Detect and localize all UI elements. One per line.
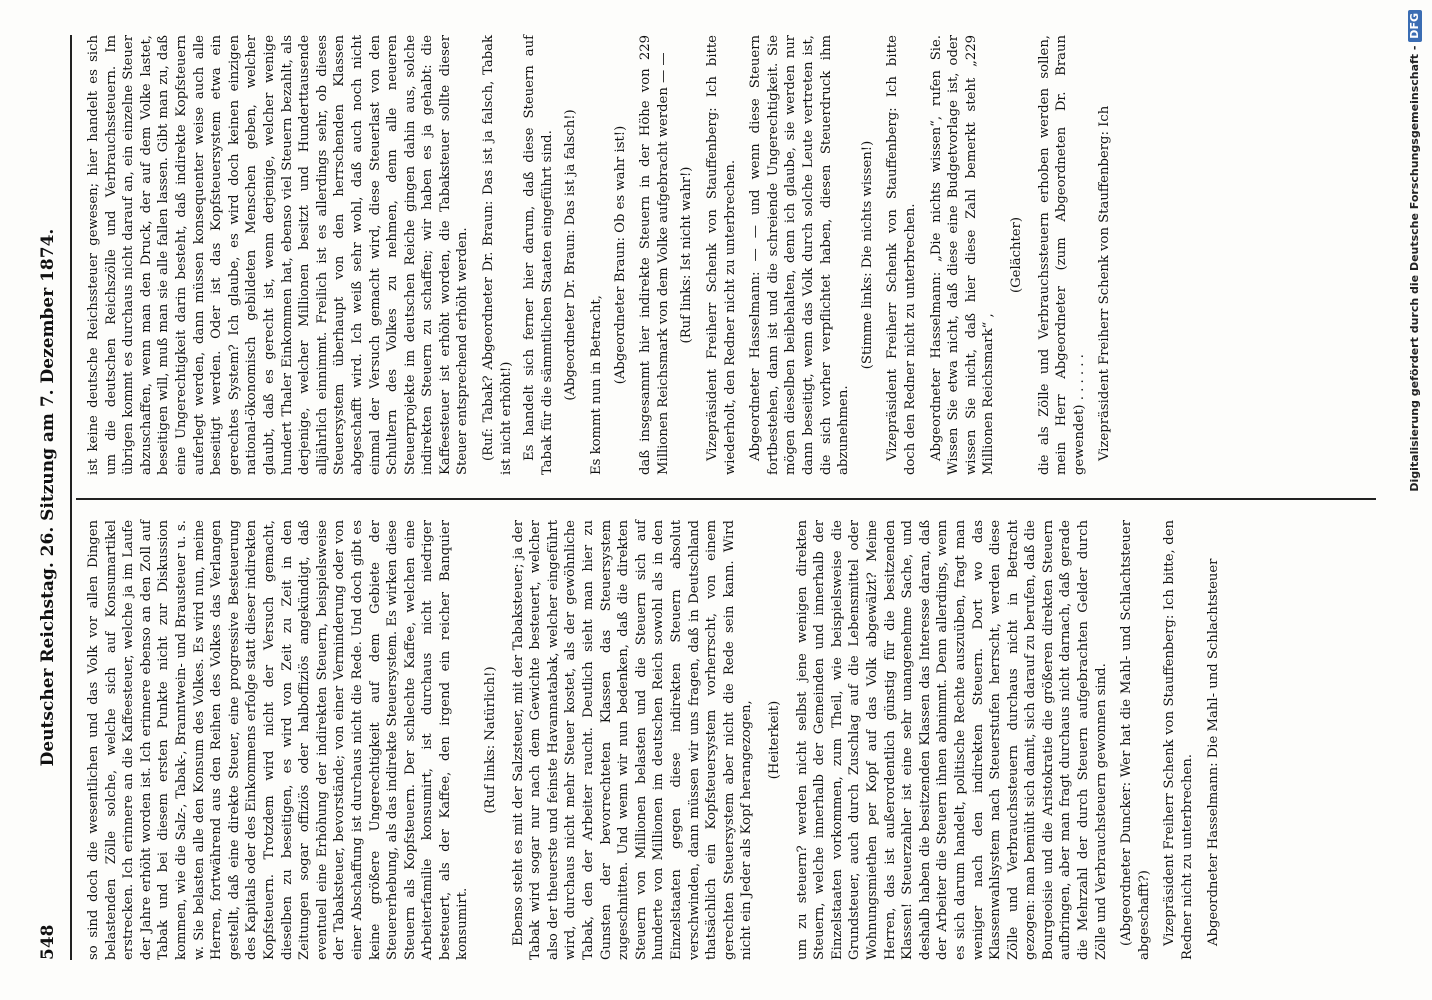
right-column-paragraph: die als Zölle und Verbrauchssteuern erhoben werden sollen, mein Herr Abgeordneter (zum Abgeordneten Dr. Braun gewendet) . . . . . . (1036, 35, 1087, 475)
footer-strip (1405, 0, 1425, 1000)
left-column-paragraph: Abgeordneter Hasselmann: Die Mahl- und Schlachtsteuer (1205, 558, 1221, 946)
left-column (85, 520, 1228, 960)
right-column-paragraph: (Ruf: Tabak? Abgeordneter Dr. Braun: Das ist ja falsch, Tabak ist nicht erhöht!) (481, 35, 514, 475)
right-column-paragraph: Vizepräsident Freiherr Schenk von Stauffenberg: Ich bitte doch den Redner nicht zu unterbrechen. (885, 35, 918, 475)
right-column-paragraph: daß insgesammt hier indirekte Steuern in der Höhe von 229 Millionen Reichsmark von dem Volke aufgebracht werden — — (638, 35, 671, 475)
left-column-paragraph: Ebenso steht es mit der Salzsteuer, mit der Tabaksteuer; ja der Tabak wird sogar nur nach dem Gewichte besteuert, welcher also der theuerste und feinste Havannatabak, welcher eingeführt wird, durchaus nicht mehr Steuer kostet, als der gewöhnliche Tabak, den der Arbeiter raucht. Deutlich sieht man hier zu Gunsten der bevorrechteten Klassen das Steuersystem zugeschnitten. Und wenn wir nun bedenken, daß die direkten Steuern von Millionen belasten und die Steuern sich auf hunderte von Millionen im deutschen Reich sowohl als in den Einzelstaaten gegen diese indirekten Steuern absolut verschwinden, dann müssen wir uns fragen, daß in Deutschland thatsächlich ein Kopfsteuersystem vorherrscht, von einem gerechten Steuersystem aber nicht die Rede sein kann. Wird nicht ein Jeder als Kopf herangezogen, (510, 520, 755, 960)
left-column-paragraph: (Heiterkeit) (766, 700, 782, 780)
right-column-paragraph: (Ruf links: Ist nicht wahr!) (679, 166, 695, 344)
right-column-paragraph: Abgeordneter Hasselmann: „Die nichts wissen“, rufen Sie. Wissen Sie etwa nicht, daß diese eine Budgetvorlage ist, oder wissen Sie nicht, daß hier diese Zahl bemerkt steht „229 Millionen Reichsmark“ , (928, 35, 997, 475)
left-column-paragraph: so sind doch die wesentlichen und das Volk vor allen Dingen belastenden Zölle solche, welche sich auf Konsumartikel erstrecken. Ich erinnere an die Kaffeesteuer, welche ja im Laufe der Jahre erhöht worden ist. Ich erinnere ebenso an den Zoll auf Tabak und bei diesem ersten Punkte nicht zur Diskussion kommen, wie die Salz-, Tabak-, Branntwein- und Brausteuer u. s. w. Sie belasten alle den Konsum des Volkes. Es wird nun, meine Herren, fortwährend aus den Reihen des Volkes das Verlangen gestellt, daß eine direkte Steuer, eine progressive Besteuerung des Kapitals oder des Einkommens erfolge statt dieser indirekten Kopfsteuern. Trotzdem wird nicht der Versuch gemacht, dieselben zu beseitigen, es wird von Zeit zu Zeit in den Zeitungen sogar offiziös oder halboffiziös angekündigt, daß eventuell eine Erhöhung der indirekten Steuern, beispielsweise der Tabaksteuer, bevorstände; von einer Verminderung oder von einer Abschaffung ist durchaus nicht die Rede. Und doch gibt es keine größere Ungerechtigkeit auf dem Gebiete der Steuererhebung, als das indirekte Steuersystem. Es wirken diese Steuern als Kopfsteuern. Der schlechte Kaffee, welchen eine Arbeiterfamilie konsumirt, ist durchaus nicht niedriger besteuert, als der Kaffee, den irgend ein reicher Banquier konsumirt. (86, 520, 471, 960)
right-column-paragraph: Vizepräsident Freiherr Schenk von Stauffenberg: Ich bitte wiederholt, den Redner nicht zu unterbrechen. (705, 35, 738, 475)
footer-text: Digitalisierung gefördert durch die Deutsche Forschungsgemeinschaft - (1408, 45, 1421, 492)
right-column-paragraph: Es handelt sich ferner hier darum, daß diese Steuern auf Tabak für die sämmtlichen Staaten eingeführt sind. (522, 35, 555, 475)
right-column (85, 35, 1120, 475)
right-column-paragraph: (Abgeordneter Braun: Ob es wahr ist!) (612, 125, 628, 385)
page-header (30, 35, 72, 960)
left-column-paragraph: (Ruf links: Natürlich!) (483, 666, 499, 814)
page-title: Deutscher Reichstag. 26. Sitzung am 7. Dezember 1874. (38, 228, 58, 767)
right-column-paragraph: Es kommt nun in Betracht, (589, 295, 605, 475)
right-column-paragraph: (Abgeordneter Dr. Braun: Das ist ja falsch!) (563, 109, 579, 401)
column-divider (76, 498, 1376, 500)
right-column-paragraph: ist keine deutsche Reichssteuer gewesen; hier handelt es sich um die deutschen Reichszölle und Verbrauchssteuern. Im übrigen kommt es durchaus nicht darauf an, ein einzelne Steuer abzuschaffen, wenn man den Druck, der auf dem Volke lastet, beseitigen will, muß man sie alle fallen lassen. Gibt man zu, daß eine Ungerechtigkeit darin besteht, daß indirekte Kopfsteuern auferlegt werden, dann müssen konsequenter weise auch alle beseitigt werden. Oder ist das Kopfsteuersystem etwa ein gerechtes System? Ich glaube, es wird doch keinen einzigen national-ökonomisch gebildeten Menschen geben, welcher glaubt, daß es gerecht ist, wenn derjenige, welcher wenige hundert Thaler Einkommen hat, ebenso viel Steuern bezahlt, als derjenige, welcher Millionen besitzt und Hunderttausende alljährlich einnimmt. Freilich ist es allerdings sehr, ob dieses Steuersystem überhaupt von den herrschenden Klassen abgeschafft wird. Ich weiß sehr wohl, daß auch noch nicht einmal der Versuch gemacht wird, diese Steuerlast von den Schultern des Volkes zu nehmen, denn alle neueren Steuerprojekte im deutschen Reiche gingen dahin aus, solche indirekten Steuern zu schaffen; wir haben es ja gehabt: die Kaffeesteuer ist erhöht worden, die Tabaksteuer sollte dieser Steuer entsprechend erhöht werden. (86, 35, 471, 475)
left-column-paragraph: Vizepräsident Freiherr Schenk von Stauffenberg: Ich bitte, den Redner nicht zu unterbrechen. (1162, 520, 1196, 960)
right-column-paragraph: (Gelächter) (1008, 217, 1024, 293)
left-column-paragraph: (Abgeordneter Duncker: Wer hat die Mahl- und Schlachtsteuer abgeschafft?) (1119, 520, 1152, 960)
page-number: 548 (38, 924, 58, 960)
footer-credit (1405, 0, 1425, 1000)
right-column-paragraph: Vizepräsident Freiherr Schenk von Stauffenberg: Ich (1097, 105, 1113, 461)
dfg-badge: DFG (1408, 10, 1422, 42)
left-column-paragraph: um zu steuern? werden nicht selbst jene wenigen direkten Steuern, welche innerhalb der Gemeinden und innerhalb der Einzelstaaten vorkommen, zum Theil, wie beispielsweise die Grundsteuer, auch durch Zuschlag auf die Lebensmittel oder Wohnungsmiethen per Kopf auf das Volk abgewälzt? Meine Herren, das ist außerordentlich günstig für die besitzenden Klassen! Steuerzahler ist eine sehr unangenehme Sache, und deshalb haben die besitzenden Klassen das Interesse daran, daß der Arbeiter die Steuern ihnen abnimmt. Denn allerdings, wenn es sich darum handelt, politische Rechte auszuüben, fragt man weniger nach den indirekten Steuern. Dort wo das Klassenwahlsystem nach Steuerstufen herrscht, werden diese Zölle und Verbrauchssteuern durchaus nicht in Betracht gezogen: man bemüht sich damit, sich darauf zu berufen, daß die Bourgeoisie und die Aristokratie die größeren direkten Steuern aufbringen, aber man fragt durchaus nicht darnach, daß gerade die Mehrzahl der durch Steuern aufgebrachten Gelder durch Zölle und Verbrauchsteuern gewonnen sind. (794, 520, 1109, 960)
right-column-paragraph: Abgeordneter Hasselmann: — — und wenn diese Steuern fortbestehen, dann ist und die schreiende Ungerechtigkeit. Sie mögen dieselben beibehalten, denn ich glaube, sie werden nur dann beseitigt, wenn das Volk durch solche Leute vertreten ist, die sich vorher verpflichtet haben, diesen Steuerdruck ihm abzunehmen. (748, 35, 852, 475)
right-column-paragraph: (Stimme links: Die nichts wissen!) (859, 140, 875, 370)
